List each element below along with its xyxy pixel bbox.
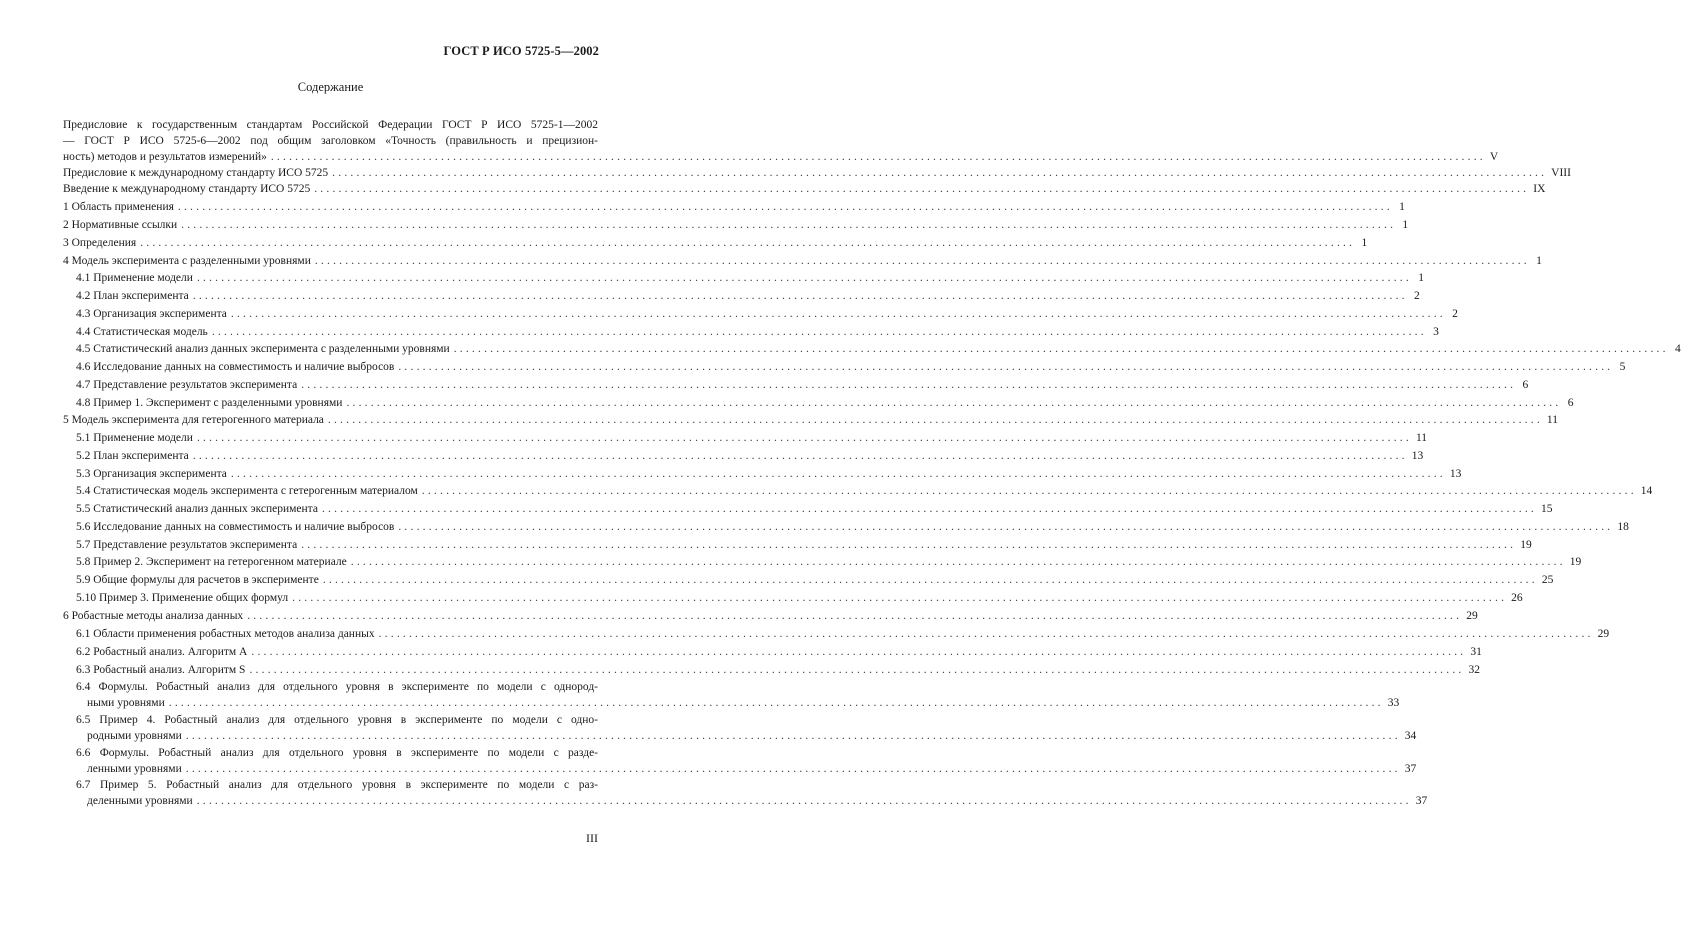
toc-entry[interactable]	[76, 288, 1420, 304]
toc-entry-title: 5.2 План эксперимента	[76, 450, 189, 462]
toc-entry-page: 32	[1468, 664, 1480, 676]
toc-entry[interactable]	[76, 590, 1523, 606]
toc-entry[interactable]	[76, 270, 1424, 286]
toc-entry-title: ленными уровнями	[87, 763, 182, 775]
dot-leader: ........................................................................................................................................................................................................	[378, 628, 1594, 640]
toc-entry-text-line: 6.6 Формулы. Робастный анализ для отдельного уровня в эксперименте по модели с разде-	[76, 747, 598, 759]
toc-entry-page: 3	[1433, 326, 1439, 338]
toc-entry[interactable]	[76, 679, 1400, 711]
toc-entry-title: 3 Определения	[63, 237, 137, 249]
toc-entry-title: 6.3 Робастный анализ. Алгоритм S	[76, 664, 246, 676]
toc-entry-title: ность) методов и результатов измерений»	[63, 151, 267, 163]
toc-entry-page: 2	[1452, 308, 1458, 320]
toc-entry-title: ными уровнями	[87, 697, 165, 709]
toc-entry-page: 2	[1414, 290, 1420, 302]
toc-entry[interactable]	[76, 626, 1610, 642]
toc-entry-page: 13	[1449, 468, 1462, 480]
toc-entry[interactable]	[63, 181, 1546, 197]
toc-entry[interactable]	[76, 341, 1681, 357]
dot-leader: ........................................................................................................................................................................................................	[196, 272, 1412, 284]
dot-leader: ........................................................................................................................................................................................................	[346, 397, 1562, 409]
toc-entry[interactable]	[63, 253, 1542, 269]
toc-entry-page: 11	[1546, 414, 1558, 426]
toc-entry[interactable]	[63, 117, 1499, 165]
toc-entry-title: 4.1 Применение модели	[76, 272, 193, 284]
toc-entry-page: 1	[1402, 219, 1409, 231]
dot-leader: ........................................................................................................................................................................................................	[185, 730, 1401, 742]
toc-entry-page: 19	[1520, 539, 1532, 551]
dot-leader: ........................................................................................................................................................................................................	[321, 503, 1537, 515]
toc-entry-title: 5.7 Представление результатов эксперимента	[76, 539, 298, 551]
toc-entry-page: 6	[1522, 379, 1529, 391]
dot-leader: ........................................................................................................................................................................................................	[249, 664, 1465, 676]
dot-leader: ........................................................................................................................................................................................................	[453, 343, 1669, 355]
toc-entry-title: 5 Модель эксперимента для гетерогенного материала	[63, 414, 324, 426]
dot-leader: ........................................................................................................................................................................................................	[247, 610, 1463, 622]
toc-entry-text-line: Предисловие к государственным стандартам Российской Федерации ГОСТ Р ИСО 5725-1—2002	[63, 119, 598, 131]
dot-leader: ........................................................................................................................................................................................................	[322, 574, 1538, 586]
toc-entry-title: 4.7 Представление результатов эксперимента	[76, 379, 298, 391]
toc-entry-title: 4.2 План эксперимента	[76, 290, 189, 302]
toc-entry-page: 33	[1387, 697, 1400, 709]
toc-entry[interactable]	[76, 466, 1462, 482]
toc-entry[interactable]	[76, 572, 1554, 588]
dot-leader: ........................................................................................................................................................................................................	[421, 485, 1637, 497]
toc-entry-page: 19	[1569, 556, 1582, 568]
dot-leader: ........................................................................................................................................................................................................	[327, 414, 1543, 426]
toc-entry-page: 29	[1466, 610, 1478, 622]
dot-leader: ........................................................................................................................................................................................................	[230, 468, 1446, 480]
toc-entry[interactable]	[76, 306, 1458, 322]
toc-entry-page: 25	[1541, 574, 1554, 586]
toc-entry-page: 1	[1399, 201, 1405, 213]
toc-entry[interactable]	[76, 395, 1574, 411]
toc-entry-page: 11	[1415, 432, 1428, 444]
toc-entry[interactable]	[63, 608, 1478, 624]
toc-entry-page: 5	[1619, 361, 1626, 373]
dot-leader: ........................................................................................................................................................................................................	[270, 151, 1486, 163]
toc-entry[interactable]	[76, 644, 1482, 660]
toc-entry-text-line: 6.5 Пример 4. Робастный анализ для отдельного уровня в эксперименте по модели с одно-	[76, 714, 598, 726]
toc-entry-title: деленными уровнями	[87, 795, 193, 807]
toc-entry[interactable]	[63, 235, 1368, 251]
toc-entry-title: Введение к международному стандарту ИСО 5725	[63, 183, 311, 195]
toc-entry-title: родными уровнями	[87, 730, 182, 742]
toc-entry[interactable]	[76, 430, 1428, 446]
dot-leader: ........................................................................................................................................................................................................	[168, 697, 1384, 709]
toc-entry[interactable]	[76, 745, 1417, 777]
toc-entry-title: 5.10 Пример 3. Применение общих формул	[76, 592, 289, 604]
toc-entry[interactable]	[63, 165, 1571, 181]
toc-entry[interactable]	[76, 662, 1480, 678]
dot-leader: ........................................................................................................................................................................................................	[314, 255, 1530, 267]
toc-entry-page: IX	[1533, 183, 1546, 195]
dot-leader: ........................................................................................................................................................................................................	[140, 237, 1356, 249]
toc-entry-page: 37	[1415, 795, 1428, 807]
toc-entry-page: 31	[1470, 646, 1482, 658]
dot-leader: ........................................................................................................................................................................................................	[292, 592, 1508, 604]
dot-leader: ........................................................................................................................................................................................................	[196, 795, 1412, 807]
dot-leader: ........................................................................................................................................................................................................	[192, 450, 1408, 462]
toc-entry[interactable]	[76, 359, 1626, 375]
dot-leader: ........................................................................................................................................................................................................	[185, 763, 1401, 775]
page-title: Содержание	[297, 80, 364, 94]
toc-entry-text-line: 6.7 Пример 5. Робастный анализ для отдельного уровня в эксперименте по модели с раз-	[76, 779, 598, 791]
toc-entry-page: 29	[1597, 628, 1610, 640]
toc-entry-page: 1	[1418, 272, 1424, 284]
toc-entry-title: 5.6 Исследование данных на совместимость и наличие выбросов	[76, 521, 395, 533]
toc-entry[interactable]	[76, 324, 1439, 340]
toc-entry-title: 6.1 Области применения робастных методов анализа данных	[76, 628, 375, 640]
toc-entry-page: 26	[1511, 592, 1523, 604]
dot-leader: ........................................................................................................................................................................................................	[192, 290, 1408, 302]
toc-entry-title: 5.4 Статистическая модель эксперимента с гетерогенным материалом	[76, 485, 418, 497]
toc-entry-title: 5.5 Статистический анализ данных эксперимента	[76, 503, 318, 515]
toc-entry-page: 14	[1640, 485, 1653, 497]
toc-entry-page: 37	[1404, 763, 1417, 775]
toc-entry-page: 1	[1361, 237, 1368, 249]
dot-leader: ........................................................................................................................................................................................................	[314, 183, 1530, 195]
document-header: ГОСТ Р ИСО 5725-5—2002	[443, 44, 599, 58]
toc-entry-title: 4 Модель эксперимента с разделенными уровнями	[63, 255, 311, 267]
toc-entry[interactable]	[76, 483, 1653, 499]
toc-entry-page: 1	[1536, 255, 1542, 267]
toc-entry-page: VIII	[1551, 167, 1571, 179]
toc-entry-page: 34	[1404, 730, 1417, 742]
toc-entry-title: Предисловие к международному стандарту ИСО 5725	[63, 167, 329, 179]
dot-leader: ........................................................................................................................................................................................................	[398, 521, 1614, 533]
toc-entry-page: 4	[1674, 343, 1681, 355]
toc-entry[interactable]	[63, 199, 1405, 215]
toc-entry-title: 4.3 Организация эксперимента	[76, 308, 227, 320]
dot-leader: ........................................................................................................................................................................................................	[301, 539, 1517, 551]
toc-entry-title: 6.2 Робастный анализ. Алгоритм А	[76, 646, 248, 658]
toc-entry[interactable]	[76, 501, 1553, 517]
toc-entry-page: V	[1489, 151, 1499, 163]
toc-entry-page: 6	[1567, 397, 1574, 409]
toc-entry-title: 4.5 Статистический анализ данных эксперимента с разделенными уровнями	[76, 343, 450, 355]
dot-leader: ........................................................................................................................................................................................................	[196, 432, 1412, 444]
toc-entry-title: 2 Нормативные ссылки	[63, 219, 178, 231]
toc-entry-page: 18	[1617, 521, 1629, 533]
dot-leader: ........................................................................................................................................................................................................	[251, 646, 1467, 658]
toc-entry-text-line: — ГОСТ Р ИСО 5725-6—2002 под общим заголовком «Точность (правильность и прецизион-	[63, 135, 598, 147]
toc-entry-page: 13	[1411, 450, 1424, 462]
dot-leader: ........................................................................................................................................................................................................	[230, 308, 1446, 320]
toc-entry[interactable]	[76, 448, 1424, 464]
toc-entry-title: 5.3 Организация эксперимента	[76, 468, 227, 480]
toc-entry-page: 15	[1540, 503, 1553, 515]
dot-leader: ........................................................................................................................................................................................................	[332, 167, 1548, 179]
toc-entry[interactable]	[76, 554, 1582, 570]
toc-entry[interactable]	[76, 537, 1532, 553]
toc-entry-title: 5.9 Общие формулы для расчетов в эксперименте	[76, 574, 319, 586]
toc-entry[interactable]	[76, 519, 1629, 535]
dot-leader: ........................................................................................................................................................................................................	[177, 201, 1393, 213]
toc-entry-title: 4.6 Исследование данных на совместимость и наличие выбросов	[76, 361, 395, 373]
toc-entry-title: 6 Робастные методы анализа данных	[63, 610, 244, 622]
dot-leader: ........................................................................................................................................................................................................	[301, 379, 1517, 391]
toc-entry[interactable]	[76, 377, 1529, 393]
dot-leader: ........................................................................................................................................................................................................	[181, 219, 1397, 231]
toc-entry[interactable]	[76, 712, 1417, 744]
toc-entry-title: 5.1 Применение модели	[76, 432, 193, 444]
dot-leader: ........................................................................................................................................................................................................	[211, 326, 1427, 338]
dot-leader: ........................................................................................................................................................................................................	[350, 556, 1566, 568]
toc-entry[interactable]	[76, 777, 1428, 809]
toc-entry-title: 5.8 Пример 2. Эксперимент на гетерогенном материале	[76, 556, 347, 568]
toc-entry-title: 4.8 Пример 1. Эксперимент с разделенными уровнями	[76, 397, 343, 409]
page-number: III	[586, 831, 598, 845]
dot-leader: ........................................................................................................................................................................................................	[398, 361, 1614, 373]
toc-entry-title: 4.4 Статистическая модель	[76, 326, 208, 338]
toc-entry[interactable]	[63, 412, 1558, 428]
toc-entry-title: 1 Область применения	[63, 201, 174, 213]
toc-entry-text-line: 6.4 Формулы. Робастный анализ для отдельного уровня в эксперименте по модели с однород-	[76, 681, 598, 693]
toc-entry[interactable]	[63, 217, 1409, 233]
